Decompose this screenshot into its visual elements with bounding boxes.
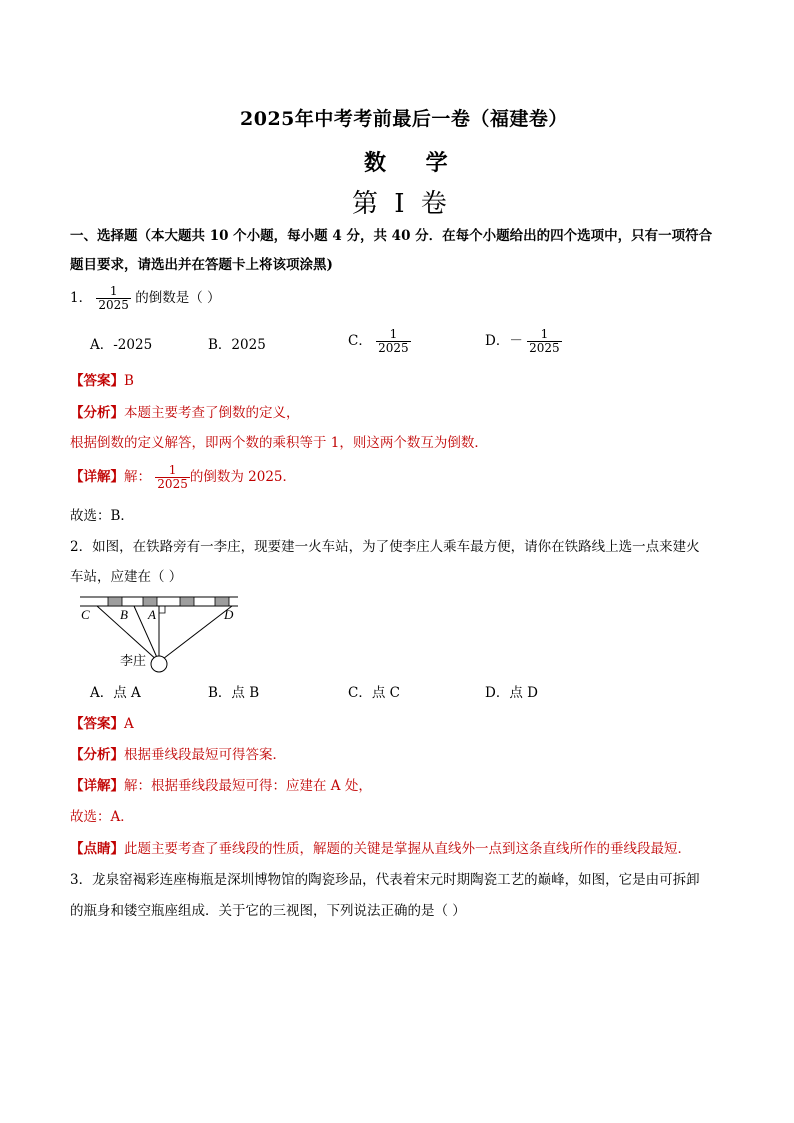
detail-prefix: 解： — [124, 469, 151, 485]
q2-analysis — [70, 746, 286, 765]
railway-tie — [215, 597, 229, 606]
answer-tag: 【答案】 — [70, 716, 124, 732]
question-number: 1． — [70, 290, 93, 306]
fraction-denominator: 2025 — [529, 341, 560, 355]
volume-title: 第 I 卷 — [352, 189, 451, 219]
q1-option-c — [348, 328, 411, 355]
answer-tag: 【答案】 — [70, 373, 124, 389]
point-label-c: C — [81, 607, 90, 622]
q1-option-d — [485, 328, 562, 355]
fraction — [527, 328, 562, 355]
detail-tag: 【详解】 — [70, 778, 124, 794]
q2-answer — [70, 715, 134, 734]
fraction-denominator: 2025 — [98, 298, 129, 312]
village-marker — [151, 656, 167, 672]
fraction-numerator: 1 — [109, 284, 118, 298]
railway-tie — [108, 597, 122, 606]
q1-choose: 故选：B． — [70, 508, 134, 524]
analysis-tag: 【分析】 — [70, 747, 124, 763]
answer-value: B — [124, 373, 134, 389]
analysis-tag: 【分析】 — [70, 405, 124, 421]
comment-tag: 【点睛】 — [70, 841, 124, 857]
q2-choose: 故选：A． — [70, 809, 134, 825]
q2-option-d: D．点 D — [485, 685, 538, 701]
q1-analysis-line2: 根据倒数的定义解答，即两个数的乘积等于 1，则这两个数互为倒数． — [70, 435, 488, 451]
option-d-label: D．－ — [485, 333, 523, 349]
fraction-denominator: 2025 — [157, 477, 188, 491]
fraction-numerator: 1 — [540, 327, 549, 341]
analysis-text: 本题主要考查了倒数的定义， — [124, 405, 300, 421]
point-label-a: A — [148, 607, 156, 622]
village-label: 李庄 — [120, 654, 147, 669]
question-2-stem-line1: 2．如图，在铁路旁有一李庄，现要建一火车站，为了使李庄人乘车最方便，请你在铁路线上选一点来建火 — [70, 539, 700, 555]
railway-tie — [143, 597, 157, 606]
question-3-stem-line1: 3．龙泉窑褐彩连座梅瓶是深圳博物馆的陶瓷珍品，代表着宋元时期陶瓷工艺的巅峰，如图，它是由可拆卸 — [70, 872, 700, 888]
q2-detail — [70, 777, 372, 796]
q2-comment — [70, 840, 691, 859]
fraction-denominator: 2025 — [378, 341, 409, 355]
fraction — [376, 328, 411, 355]
question-1-stem-tail: 的倒数是（ ） — [135, 290, 221, 306]
detail-tail: 的倒数为 2025． — [189, 469, 296, 485]
q2-option-b: B．点 B — [208, 685, 260, 701]
point-label-d: D — [224, 607, 234, 622]
segment-d — [159, 606, 232, 662]
subject-title: 数 学 — [364, 150, 464, 176]
fraction-numerator: 1 — [389, 327, 398, 341]
q1-analysis — [70, 404, 300, 423]
q1-option-b: B．2025 — [208, 337, 266, 353]
q1-answer — [70, 372, 134, 391]
detail-tag: 【详解】 — [70, 469, 124, 485]
option-c-label: C． — [348, 333, 372, 349]
fraction — [96, 285, 131, 312]
right-angle-mark — [159, 606, 165, 613]
comment-text: 此题主要考查了垂线段的性质，解题的关键是掌握从直线外一点到这条直线所作的垂线段最短． — [124, 841, 691, 857]
q2-option-a: A．点 A — [90, 685, 141, 701]
document-title: 2025年中考考前最后一卷（福建卷） — [240, 108, 568, 130]
question-2-stem-line2: 车站，应建在（ ） — [70, 569, 183, 585]
q2-option-c: C．点 C — [348, 685, 400, 701]
section-heading-line1: 一、选择题（本大题共 10 个小题，每小题 4 分，共 40 分．在每个小题给出的四个选项中，只有一项符合 — [70, 228, 713, 244]
answer-value: A — [124, 716, 134, 732]
point-label-b: B — [120, 607, 128, 622]
analysis-text: 根据垂线段最短可得答案． — [124, 747, 286, 763]
railway-tie — [180, 597, 194, 606]
detail-text: 解：根据垂线段最短可得：应建在 A 处， — [124, 778, 372, 794]
question-3-stem-line2: 的瓶身和镂空瓶座组成．关于它的三视图，下列说法正确的是（ ） — [70, 903, 466, 919]
railway-figure — [76, 594, 246, 674]
fraction-numerator: 1 — [168, 463, 177, 477]
q1-detail — [70, 464, 296, 491]
q1-option-a: A．-2025 — [90, 337, 153, 353]
section-heading-line2: 题目要求，请选出并在答题卡上将该项涂黑) — [70, 257, 333, 273]
question-1-stem — [70, 285, 221, 312]
fraction — [155, 464, 190, 491]
